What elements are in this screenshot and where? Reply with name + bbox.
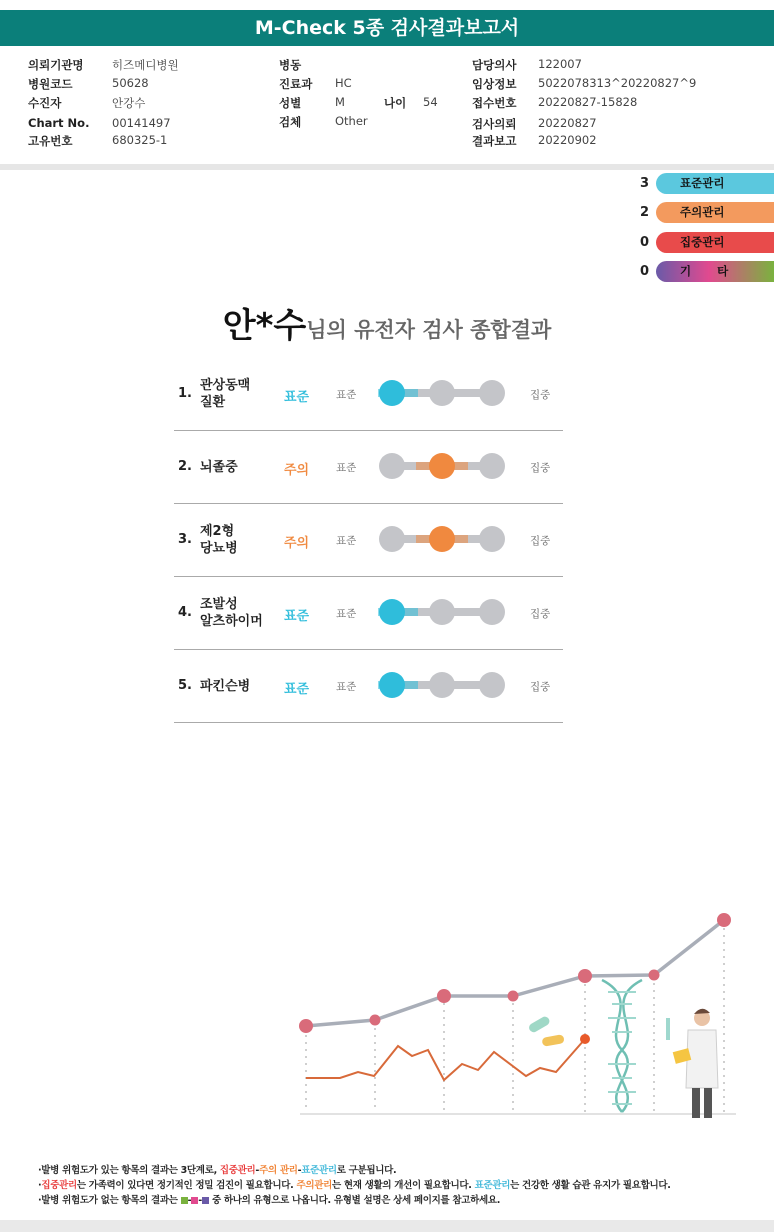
info-value: HC [335, 76, 352, 90]
legend-count: 2 [640, 205, 650, 220]
orange-end-point [580, 1034, 590, 1044]
scale-low-label: 표준 [336, 535, 357, 547]
footnote-focus: 집중관리 [41, 1180, 77, 1191]
green-square-icon [181, 1197, 188, 1204]
legend-label: 집중관리 [656, 232, 774, 253]
scale-high-label: 집중 [530, 608, 551, 620]
gauge-active-dot [429, 453, 455, 479]
footnote-3: ·발병 위험도가 없는 항목의 결과는 - - 중 하나의 유형으로 나옵니다. 유형별 설명은 상세 페이지를 참고하세요. [38, 1195, 501, 1206]
info-value: 20220827-15828 [538, 95, 638, 109]
info-label: 접수번호 [472, 96, 517, 110]
legend-attention [636, 202, 774, 224]
gauge-dot [429, 599, 455, 625]
info-label: 병원코드 [28, 77, 73, 91]
dashed-guides [306, 921, 724, 1112]
trend-points [299, 913, 731, 1033]
footnote-focus: 집중관리 [219, 1165, 256, 1176]
risk-grade: 표준 [284, 609, 310, 624]
disease-name-line1: 제2형 [200, 524, 235, 539]
info-label: 고유번호 [28, 134, 73, 148]
legend-count: 0 [640, 235, 650, 250]
info-value: 5022078313^20220827^9 [538, 76, 697, 90]
scale-high-label: 집중 [530, 681, 551, 693]
gauge-active-dot [379, 599, 405, 625]
disease-name [200, 523, 238, 557]
legend-label: 기타 [656, 261, 774, 282]
summary-heading [0, 298, 774, 347]
gauge-active-dot [379, 672, 405, 698]
gauge-dot [379, 453, 405, 479]
result-row [174, 650, 563, 723]
scale-low-label: 표준 [336, 389, 357, 401]
footnote-text: - [255, 1165, 260, 1176]
result-number: 2. [178, 459, 192, 474]
legend-standard [636, 173, 774, 195]
result-row [174, 504, 563, 577]
dna-helix-icon [602, 980, 642, 1112]
result-number: 5. [178, 678, 192, 693]
footnote-text: 는 건강한 생활 습관 유지가 필요합니다. [510, 1180, 671, 1191]
result-number: 3. [178, 532, 192, 547]
risk-level-gauge [378, 524, 506, 554]
footnote-text: 중 하나의 유형으로 나옵니다. 유형별 설명은 상세 페이지를 참고하세요. [211, 1195, 501, 1206]
info-label: 검사의뢰 [472, 117, 517, 131]
legend-other [636, 261, 774, 283]
gauge-dot [429, 380, 455, 406]
gauge-dot [479, 526, 505, 552]
legend-count: 3 [640, 176, 650, 191]
footnote-text: ·발병 위험도가 있는 항목의 결과는 3단계로, [38, 1165, 220, 1176]
patient-name: 안*수 [222, 306, 307, 346]
footnote-standard: 표준관리 [301, 1165, 337, 1176]
disease-name-line2: 질환 [200, 395, 226, 410]
result-number: 1. [178, 386, 192, 401]
pink-square-icon [191, 1197, 198, 1204]
summary-suffix: 님의 유전자 검사 종합결과 [306, 318, 552, 342]
scale-high-label: 집중 [530, 462, 551, 474]
risk-level-gauge [378, 378, 506, 408]
info-label: 담당의사 [472, 58, 517, 72]
disease-name [200, 459, 238, 476]
footnote-text: ·발병 위험도가 없는 항목의 결과는 [38, 1195, 181, 1206]
gauge-dot [479, 672, 505, 698]
scale-low-label: 표준 [336, 681, 357, 693]
result-row [174, 358, 563, 431]
gauge-dot [429, 672, 455, 698]
disease-name-line1: 조발성 [200, 597, 238, 612]
legend-label: 표준관리 [656, 173, 774, 194]
footnote-2 [38, 1177, 671, 1191]
info-label: 의뢰기관명 [28, 58, 84, 72]
footnote-text: 는 현재 생활의 개선이 필요합니다. [332, 1180, 475, 1191]
scale-low-label: 표준 [336, 608, 357, 620]
risk-grade: 주의 [284, 463, 310, 478]
info-label: 임상정보 [472, 77, 517, 91]
gray-trend-line [306, 920, 724, 1026]
pill-capsules [527, 1015, 564, 1047]
footnote-text: · [38, 1180, 42, 1191]
risk-level-gauge [378, 451, 506, 481]
disease-name [200, 377, 250, 411]
disease-name [200, 596, 263, 630]
info-label: 검체 [279, 115, 302, 129]
report-title: M-Check 5종 검사결과보고서 [0, 10, 774, 46]
gauge-dot [479, 599, 505, 625]
footnote-standard: 표준관리 [474, 1180, 511, 1191]
footnote-attention: 주의관리 [296, 1180, 332, 1191]
info-label: 결과보고 [472, 134, 517, 148]
gauge-active-dot [379, 380, 405, 406]
footnote-text: - [297, 1165, 302, 1176]
age-label: 나이 [384, 96, 407, 110]
gauge-active-dot [429, 526, 455, 552]
gauge-dot [379, 526, 405, 552]
scale-high-label: 집중 [530, 535, 551, 547]
risk-grade: 표준 [284, 682, 310, 697]
legend-label: 주의관리 [656, 202, 774, 223]
risk-level-gauge [378, 597, 506, 627]
info-value: 680325-1 [112, 133, 168, 147]
age-value: 54 [423, 95, 438, 109]
gauge-dot [479, 380, 505, 406]
purple-square-icon [202, 1197, 209, 1204]
result-row [174, 577, 563, 650]
gauge-dot [479, 453, 505, 479]
disease-name-line1: 관상동맥 [200, 378, 251, 393]
footnote-1 [38, 1162, 396, 1176]
page-bottom-bar [0, 1220, 774, 1232]
risk-grade: 주의 [284, 536, 310, 551]
info-value: 20220902 [538, 133, 597, 147]
footnote-attention: 주의 관리 [259, 1165, 298, 1176]
legend-count: 0 [640, 264, 650, 279]
info-label: 성별 [279, 96, 302, 110]
result-row [174, 431, 563, 504]
info-value: 50628 [112, 76, 149, 90]
info-value: 122007 [538, 57, 582, 71]
disease-name-line2: 알츠하이머 [200, 614, 263, 629]
legend-focus [636, 232, 774, 254]
info-value: M [335, 95, 345, 109]
info-label: 병동 [279, 58, 302, 72]
growth-chart-illustration [290, 900, 750, 1130]
info-label: Chart No. [28, 116, 90, 130]
disease-name-line1: 뇌졸중 [200, 460, 238, 475]
result-number: 4. [178, 605, 192, 620]
disease-name [200, 678, 250, 695]
risk-level-gauge [378, 670, 506, 700]
orange-trend-line [306, 1039, 585, 1080]
info-value: 20220827 [538, 116, 597, 130]
disease-name-line1: 파킨슨병 [200, 679, 251, 694]
info-label: 수진자 [28, 96, 62, 110]
info-value: Other [335, 114, 368, 128]
info-value: 00141497 [112, 116, 171, 130]
risk-grade: 표준 [284, 390, 310, 405]
scale-low-label: 표준 [336, 462, 357, 474]
doctor-figure-icon [666, 1009, 718, 1118]
footnote-text: 로 구분됩니다. [336, 1165, 397, 1176]
info-value: 안강수 [112, 96, 146, 110]
info-label: 진료과 [279, 77, 313, 91]
scale-high-label: 집중 [530, 389, 551, 401]
footnote-text: 는 가족력이 있다면 정기적인 정밀 검진이 필요합니다. [76, 1180, 297, 1191]
info-value: 히즈메디병원 [112, 58, 179, 72]
section-divider [0, 164, 774, 170]
disease-name-line2: 당뇨병 [200, 541, 238, 556]
